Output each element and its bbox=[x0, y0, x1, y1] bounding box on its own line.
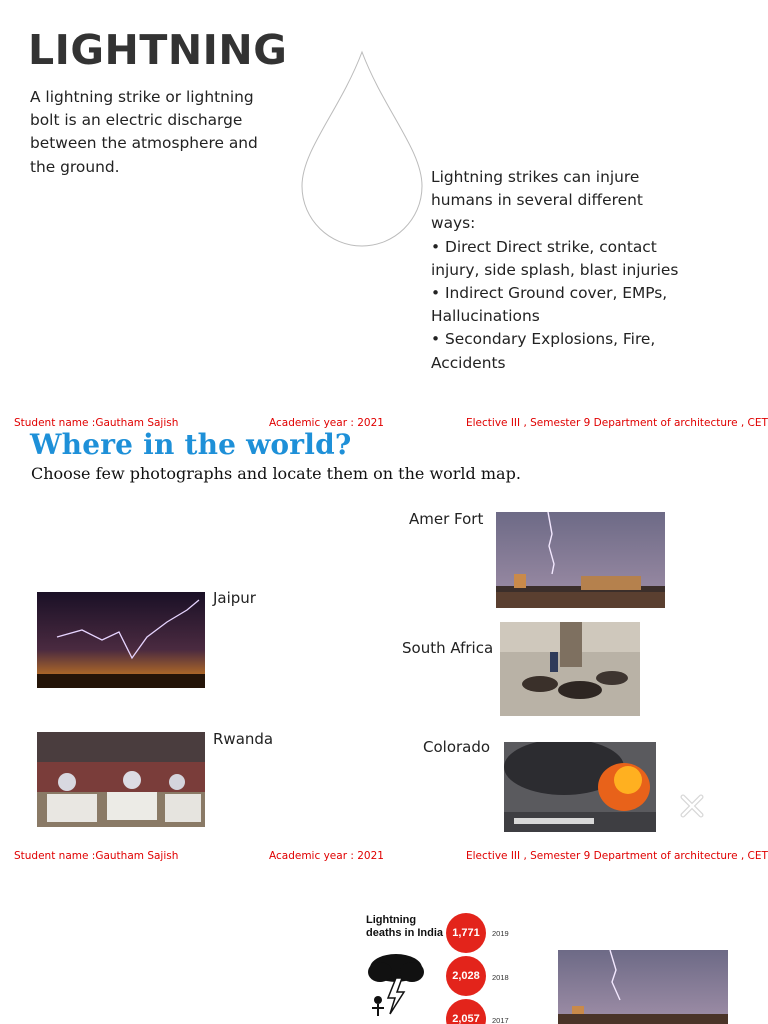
lightning-deaths-infographic bbox=[358, 908, 523, 1024]
label-rwanda: Rwanda bbox=[213, 730, 274, 748]
footer-student: Student name :Gautham Sajish bbox=[14, 850, 179, 862]
intro-line: bolt is an electric discharge bbox=[30, 111, 243, 130]
raindrop-shape bbox=[300, 50, 424, 248]
label-south-africa: South Africa bbox=[402, 639, 494, 657]
deaths-2017-year: 2017 bbox=[492, 1016, 509, 1024]
deaths-2017-value: 2,057 bbox=[446, 999, 486, 1024]
label-jaipur: Jaipur bbox=[213, 589, 256, 607]
page-title: LIGHTNING bbox=[28, 26, 288, 74]
photo-south-africa bbox=[500, 622, 640, 716]
footer-elective: Elective III , Semester 9 Department of architecture , CET bbox=[466, 850, 768, 862]
deaths-2019-value: 1,771 bbox=[446, 913, 486, 953]
footer-year: Academic year : 2021 bbox=[269, 850, 384, 862]
ways-line: injury, side splash, blast injuries bbox=[431, 260, 679, 279]
section-heading: Where in the world? bbox=[30, 428, 352, 461]
ways-line: Hallucinations bbox=[431, 307, 540, 326]
section-subheading: Choose few photographs and locate them on the world map. bbox=[31, 464, 521, 483]
ways-line: Accidents bbox=[431, 353, 506, 372]
intro-line: the ground. bbox=[30, 157, 120, 176]
intro-text bbox=[30, 86, 275, 179]
photo-rwanda bbox=[37, 732, 205, 827]
label-amer-fort: Amer Fort bbox=[409, 510, 484, 528]
ways-line: • Secondary Explosions, Fire, bbox=[431, 330, 656, 349]
footer-student: Student name :Gautham Sajish bbox=[14, 417, 179, 429]
deaths-2019-year: 2019 bbox=[492, 929, 509, 938]
deaths-2018-value: 2,028 bbox=[446, 956, 486, 996]
photo-jaipur bbox=[37, 592, 205, 688]
ways-line: • Indirect Ground cover, EMPs, bbox=[431, 284, 668, 303]
photo-lightning-fort bbox=[558, 950, 728, 1024]
footer-year: Academic year : 2021 bbox=[269, 417, 384, 429]
intro-line: A lightning strike or lightning bbox=[30, 88, 254, 106]
storm-cloud-icon bbox=[364, 950, 428, 1024]
ways-line: ways: bbox=[431, 214, 476, 233]
injury-ways-text bbox=[431, 166, 721, 375]
deaths-2018-year: 2018 bbox=[492, 973, 509, 982]
infographic-title bbox=[366, 914, 443, 940]
footer-elective: Elective III , Semester 9 Department of architecture , CET bbox=[466, 417, 768, 429]
photo-colorado bbox=[504, 742, 656, 832]
ways-line: humans in several different bbox=[431, 191, 643, 210]
intro-line: between the atmosphere and bbox=[30, 134, 258, 153]
ways-line: Lightning strikes can injure bbox=[431, 168, 640, 186]
close-icon[interactable] bbox=[678, 792, 706, 820]
label-colorado: Colorado bbox=[423, 738, 491, 756]
infographic-title-line: deaths in India bbox=[366, 927, 444, 939]
photo-amer-fort bbox=[496, 512, 665, 608]
ways-line: • Direct Direct strike, contact bbox=[431, 237, 657, 256]
infographic-title-line: Lightning bbox=[366, 914, 417, 926]
